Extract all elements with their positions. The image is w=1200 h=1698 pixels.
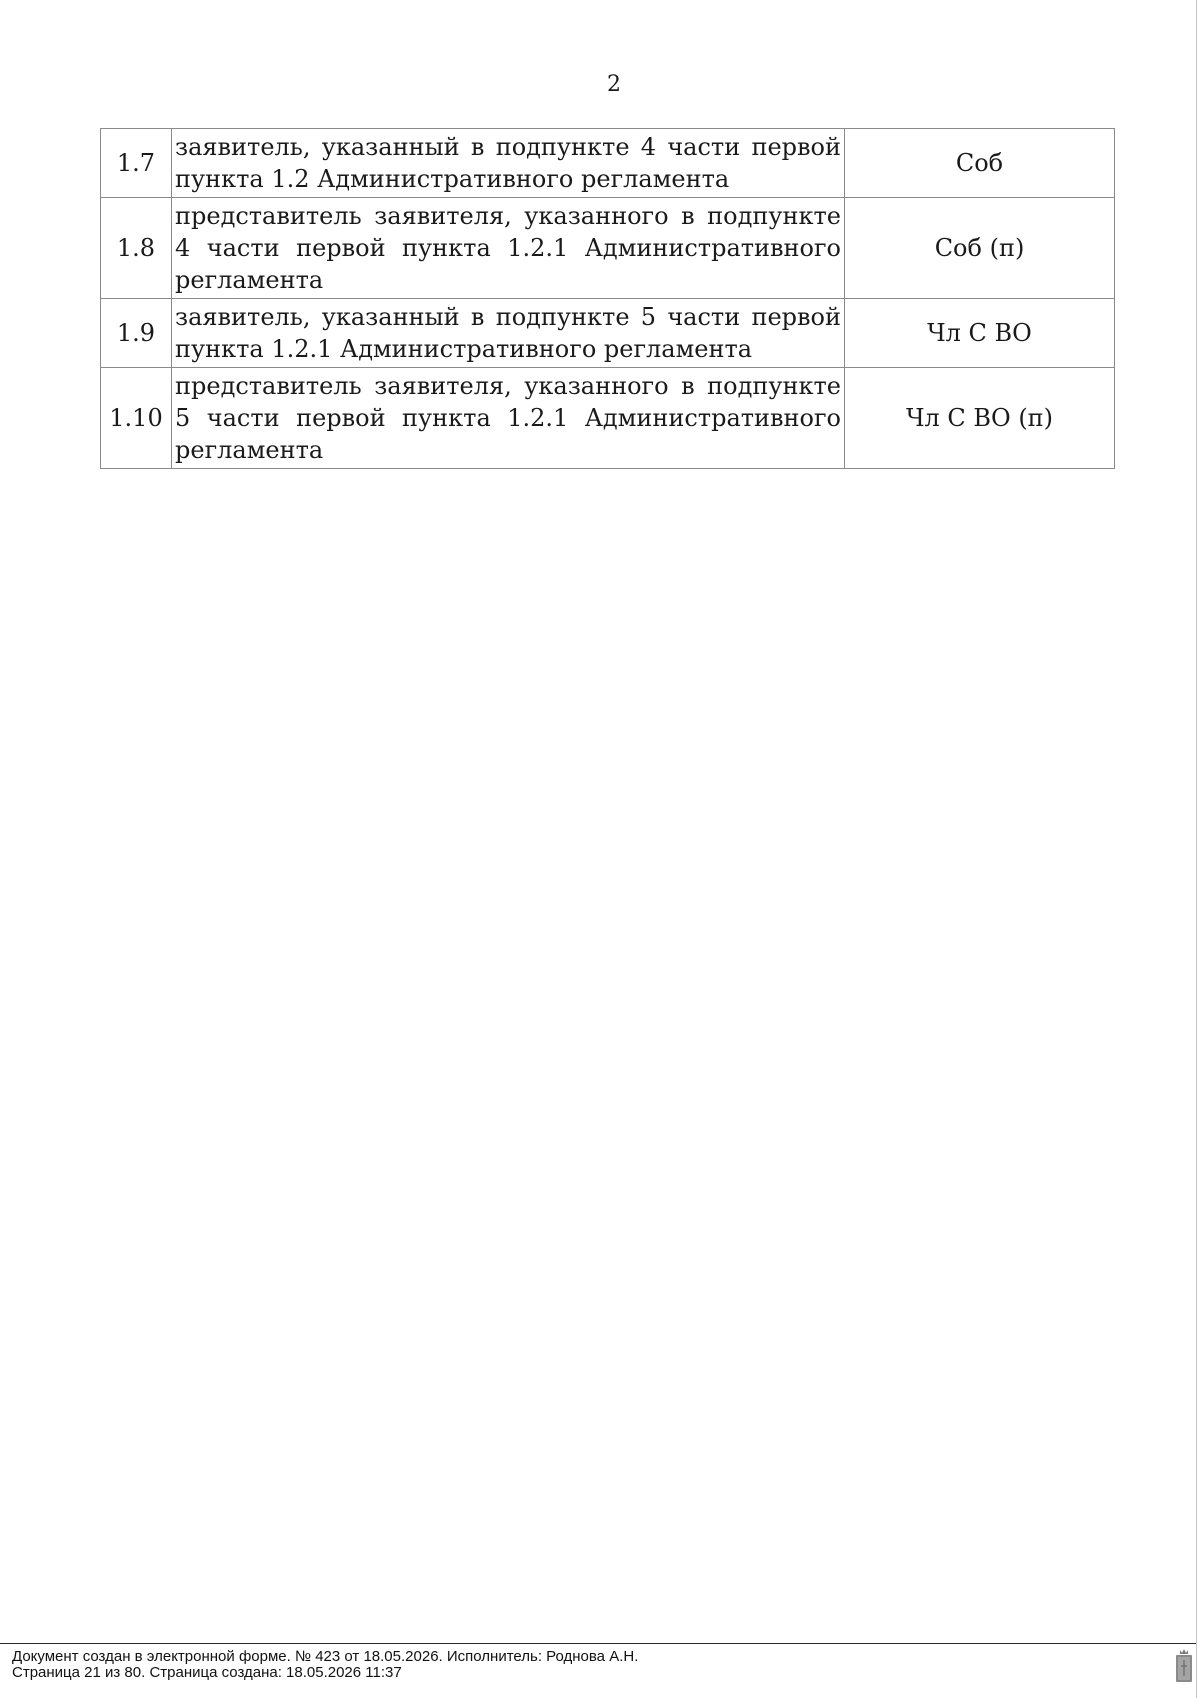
coat-of-arms-icon <box>1173 1646 1195 1684</box>
row-description: представитель заявителя, указанного в подпункте 5 части первой пункта 1.2.1 Административного регламента <box>172 368 845 469</box>
page-edge <box>1196 0 1197 1698</box>
row-code: Чл С ВО (п) <box>845 368 1115 469</box>
footer-divider <box>0 1643 1196 1644</box>
row-description: заявитель, указанный в подпункте 5 части первой пункта 1.2.1 Административного регламента <box>172 299 845 368</box>
table-row <box>101 368 1115 469</box>
row-code: Соб <box>845 129 1115 198</box>
row-number: 1.8 <box>101 198 172 299</box>
page-number: 2 <box>607 72 621 97</box>
row-code: Соб (п) <box>845 198 1115 299</box>
row-description: представитель заявителя, указанного в подпункте 4 части первой пункта 1.2.1 Административного регламента <box>172 198 845 299</box>
table-row <box>101 198 1115 299</box>
row-number: 1.10 <box>101 368 172 469</box>
footer-line-document: Документ создан в электронной форме. № 423 от 18.05.2026. Исполнитель: Роднова А.Н. <box>12 1648 639 1665</box>
row-code: Чл С ВО <box>845 299 1115 368</box>
footer-line-page: Страница 21 из 80. Страница создана: 18.05.2026 11:37 <box>12 1664 402 1681</box>
row-description: заявитель, указанный в подпункте 4 части первой пункта 1.2 Административного регламента <box>172 129 845 198</box>
regulation-table <box>100 128 1115 469</box>
row-number: 1.9 <box>101 299 172 368</box>
document-footer <box>12 1649 638 1681</box>
table-row <box>101 299 1115 368</box>
table-row <box>101 129 1115 198</box>
row-number: 1.7 <box>101 129 172 198</box>
